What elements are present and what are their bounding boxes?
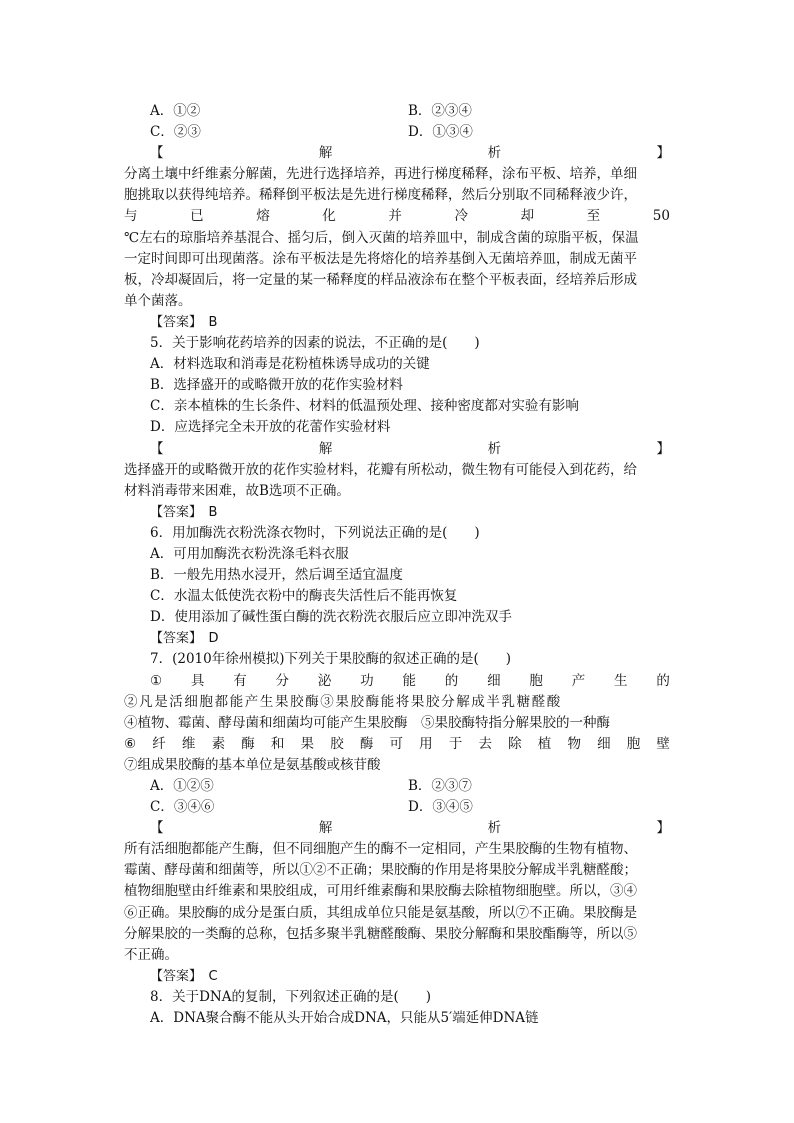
q4-analysis-line: 板，冷却凝固后，将一定量的某一稀释度的样品液涂布在整个平板表面，经培养后形成 [124, 271, 637, 288]
bracket-open: 【 [150, 145, 164, 162]
spread-char: 胞 [529, 672, 543, 689]
q7-statement-spread [124, 734, 670, 755]
spread-char: 胞 [626, 735, 641, 752]
q4-options-row-1 [124, 101, 670, 122]
option-a: A．①②⑤ [150, 778, 214, 794]
bracket-close: 】 [656, 145, 670, 162]
option-d: D．①③④ [408, 124, 473, 141]
spread-char: 有 [233, 672, 247, 689]
q7-analysis-line: 分解果胶的一类酶的总称，包括多聚半乳糖醛酸酶、果胶分解酶和果胶酯酶等，所以⑤ [124, 925, 637, 942]
bracket-open: 【 [150, 440, 164, 457]
spread-char: 与 [124, 208, 138, 225]
spread-char: 化 [322, 208, 336, 225]
spread-char: 植 [537, 735, 552, 752]
header-char: 析 [487, 440, 502, 457]
q8-option-a: A．DNA聚合酶不能从头开始合成DNA，只能从5′端延伸DNA链 [150, 1010, 539, 1027]
spread-char: 50 [652, 208, 670, 225]
q5-answer: 【答案】 B [150, 504, 218, 520]
q7-analysis-line: 霉菌、酵母菌和细菌等，所以①②不正确；果胶酶的作用是将果胶分解成半乳糖醛酸； [124, 862, 637, 879]
q7-analysis-line: 所有活细胞都能产生酶，但不同细胞产生的酶不一定相同，产生果胶酶的生物有植物、 [124, 841, 637, 858]
spread-char: ① [150, 672, 163, 689]
q5-analysis-line: 材料消毒带来困难，故B选项不正确。 [124, 482, 350, 499]
spread-char: 纤 [152, 735, 166, 752]
q6-stem: 6．用加酶洗衣粉洗涤衣物时，下列说法正确的是( ) [150, 524, 480, 541]
q4-analysis-spread-line [124, 206, 670, 227]
q7-stem: 7．(2010年徐州模拟)下列关于果胶酶的叙述正确的是( ) [150, 651, 512, 668]
q5-option-c: C．亲本植株的生长条件、材料的低温预处理、接种密度都对实验有影响 [150, 398, 579, 415]
spread-char: 除 [508, 735, 522, 752]
q7-analysis-line: 植物细胞壁由纤维素和果胶组成，可用纤维素酶和果胶酶去除植物细胞壁。所以，③④ [124, 883, 637, 900]
q7-statement-line: ⑦组成果胶酶的基本单位是氨基酸或核苷酸 [124, 756, 381, 773]
bracket-close: 】 [656, 440, 670, 457]
bracket-open: 【 [150, 820, 164, 837]
q7-analysis-line: 不正确。 [124, 946, 178, 963]
option-b: B．②③④ [408, 103, 472, 119]
option-d: D．③④⑤ [408, 799, 473, 816]
spread-char: 维 [181, 735, 196, 752]
spread-char: 用 [419, 735, 433, 752]
spread-char: 能 [402, 672, 416, 689]
spread-char: 的 [444, 672, 459, 689]
spread-char: 素 [211, 735, 226, 752]
spread-char: 生 [614, 672, 628, 689]
document-page [124, 101, 670, 1029]
spread-char: 可 [389, 735, 404, 752]
q7-options-row-2 [124, 797, 670, 818]
option-b: B．②③⑦ [408, 778, 472, 794]
header-char: 解 [318, 145, 333, 162]
q5-option-a: A．材料选取和消毒是花粉植株诱导成功的关键 [150, 356, 430, 373]
q5-stem: 5．关于影响花药培养的因素的说法，不正确的是( ) [150, 335, 480, 352]
option-a: A．①② [150, 103, 201, 119]
q6-option-c: C．水温太低使洗衣粉中的酶丧失活性后不能再恢复 [150, 588, 458, 605]
bracket-close: 】 [656, 820, 670, 837]
option-c: C．②③ [150, 124, 201, 141]
spread-char: 却 [520, 208, 535, 225]
header-char: 析 [487, 820, 502, 837]
q5-option-b: B．选择盛开的或略微开放的花作实验材料 [150, 377, 403, 394]
q4-analysis-line: 单个菌落。 [124, 292, 192, 309]
q7-statement-line: ④植物、霉菌、酵母菌和细菌均可能产生果胶酶 ⑤果胶酶特指分解果胶的一种酶 [124, 714, 610, 731]
q6-option-d: D．使用添加了碱性蛋白酶的洗衣粉洗衣服后应立即冲洗双手 [150, 609, 512, 626]
spread-char: 泌 [317, 672, 332, 689]
spread-char: 冷 [454, 208, 468, 225]
spread-char: 果 [300, 735, 315, 752]
spread-char: 熔 [256, 208, 270, 225]
spread-char: 于 [448, 735, 463, 752]
spread-char: 酶 [359, 735, 374, 752]
spread-char: 功 [360, 672, 374, 689]
q4-answer: 【答案】 B [150, 314, 218, 330]
q7-analysis-line: ⑥正确。果胶酶的成分是蛋白质，其组成单位只能是氨基酸，所以⑦不正确。果胶酶是 [124, 904, 637, 921]
spread-char: 的 [656, 672, 670, 689]
spread-char: ⑥ [124, 735, 137, 752]
q4-analysis-header [124, 143, 670, 164]
spread-char: 细 [487, 672, 501, 689]
q6-option-b: B．一般先用热水浸开，然后调至适宜温度 [150, 567, 403, 584]
spread-char: 胶 [330, 735, 344, 752]
q7-statement-spread [124, 671, 670, 692]
spread-char: 具 [190, 672, 205, 689]
header-char: 析 [487, 145, 502, 162]
q4-analysis-line: 分离土壤中纤维素分解菌，先进行选择培养，再进行梯度稀释，涂布平板、培养，单细 [124, 166, 637, 183]
q4-analysis-line: 一定时间即可出现菌落。涂布平板法是先将熔化的培养基倒入无菌培养皿，制成无菌平 [124, 250, 637, 267]
spread-char: 去 [478, 735, 492, 752]
q6-option-a: A．可用加酶洗衣粉洗涤毛料衣服 [150, 545, 349, 562]
q7-statement-line: ②凡是活细胞都能产生果胶酶③果胶酶能将果胶分解成半乳糖醛酸 [124, 693, 562, 710]
spread-char: 物 [567, 735, 581, 752]
q4-options-row-2 [124, 122, 670, 143]
q5-option-d: D．应选择完全未开放的花蕾作实验材料 [150, 419, 391, 436]
spread-char: 和 [270, 735, 285, 752]
q7-answer: 【答案】 C [150, 968, 218, 984]
spread-char: 并 [388, 208, 402, 225]
spread-char: 已 [190, 208, 204, 225]
spread-char: 酶 [241, 735, 255, 752]
spread-char: 至 [586, 208, 601, 225]
q7-analysis-header [124, 818, 670, 839]
q6-answer: 【答案】 D [150, 631, 219, 647]
q4-analysis-line: ℃左右的琼脂培养基混合、摇匀后，倒入灭菌的培养皿中，制成含菌的琼脂平板，保温 [124, 229, 639, 246]
q7-options-row-1 [124, 776, 670, 797]
spread-char: 分 [275, 672, 290, 689]
q8-stem: 8．关于DNA的复制，下列叙述正确的是( ) [150, 988, 432, 1005]
q5-analysis-header [124, 439, 670, 460]
q5-analysis-line: 选择盛开的或略微开放的花作实验材料，花瓣有所松动，微生物有可能侵入到花药，给 [124, 461, 637, 478]
header-char: 解 [318, 820, 333, 837]
header-char: 解 [318, 440, 333, 457]
option-c: C．③④⑥ [150, 799, 215, 816]
spread-char: 壁 [656, 735, 670, 752]
q4-analysis-line: 胞挑取以获得纯培养。稀释倒平板法是先进行梯度稀释，然后分别取不同稀释液少许， [124, 187, 637, 204]
spread-char: 产 [571, 672, 586, 689]
spread-char: 细 [597, 735, 611, 752]
